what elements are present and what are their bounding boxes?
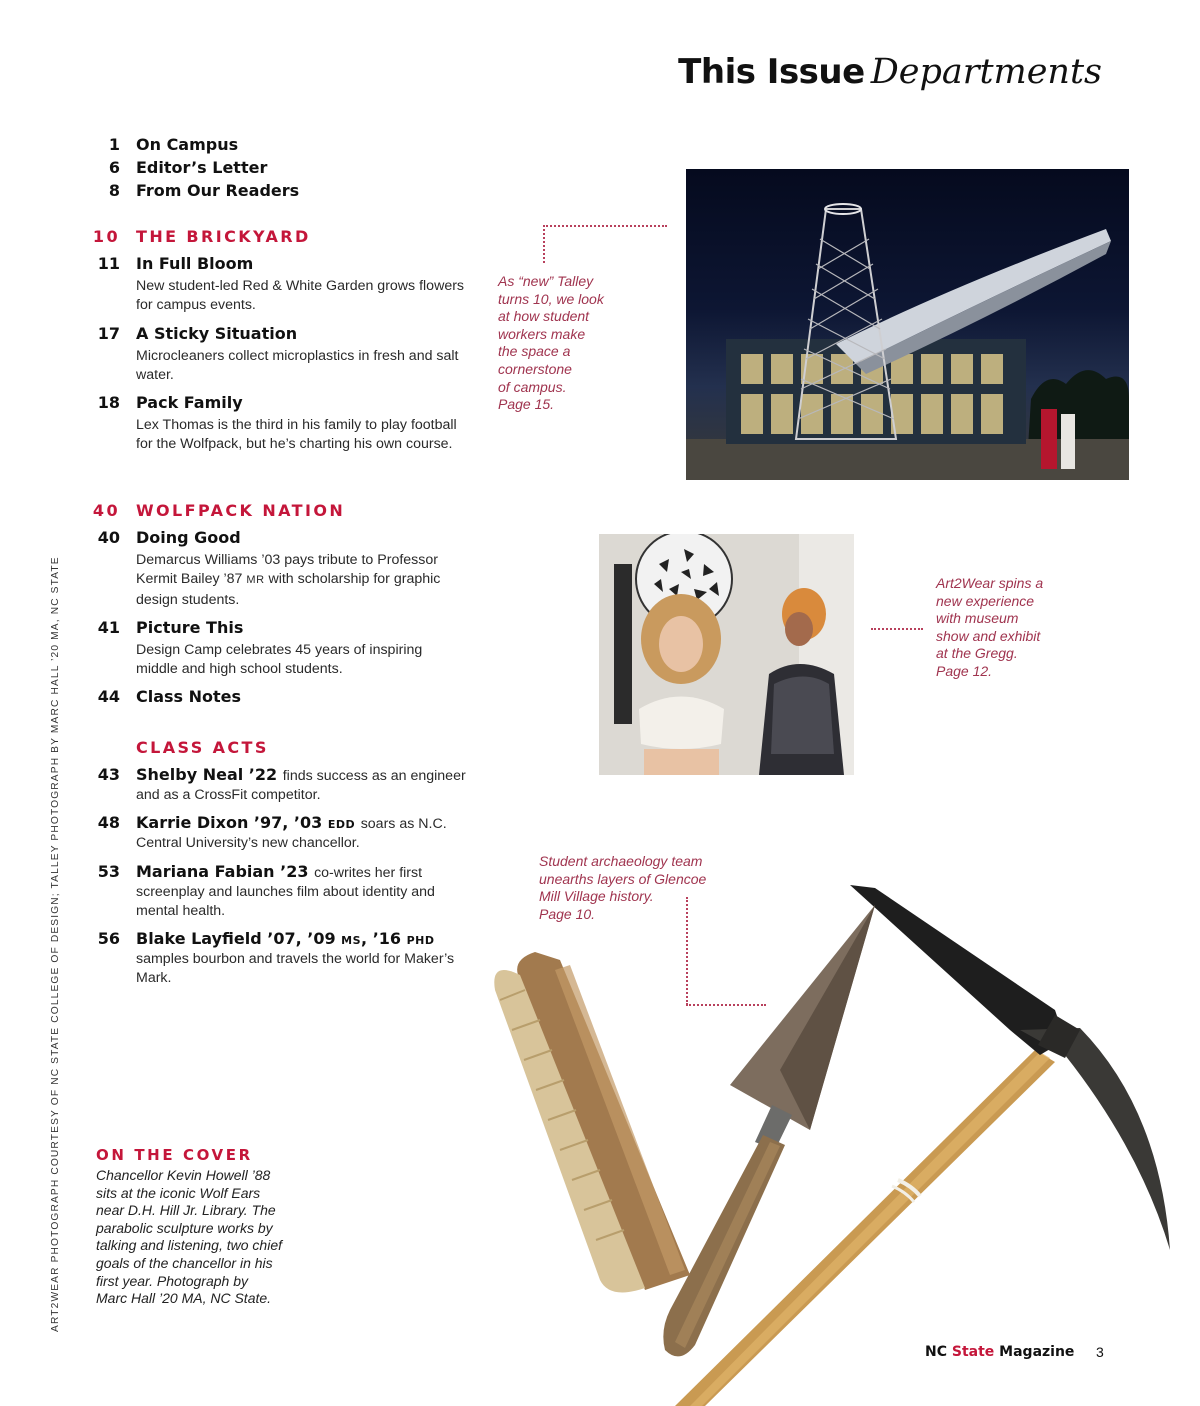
toc-description: Lex Thomas is the third in his family to play football for the Wolfpack, but he’s charting his own course. (136, 417, 457, 453)
alumni-name-cont: , ’16 (361, 929, 402, 949)
page-number: 3 (1096, 1344, 1104, 1360)
toc-page: 8 (108, 181, 120, 200)
caption-connector (543, 225, 667, 227)
toc-title: Doing Good (136, 528, 241, 547)
toc-top (0, 133, 520, 202)
art2wear-photo[interactable] (599, 534, 854, 775)
toc-title: Picture This (136, 617, 244, 637)
caption-connector (543, 225, 545, 263)
header-title-bold: This Issue (678, 52, 865, 92)
toc-title: Editor’s Letter (136, 158, 268, 177)
footer-nc: NC (925, 1344, 947, 1360)
brush-icon (494, 952, 690, 1293)
caption-connector (871, 628, 923, 630)
trowel-icon (663, 905, 875, 1356)
section-heading[interactable] (0, 499, 520, 522)
footer-state: State (951, 1344, 995, 1360)
toc-entry[interactable] (0, 252, 520, 275)
toc-entry[interactable] (0, 156, 520, 179)
toc-description: New student-led Red & White Garden grows flowers for campus events. (136, 278, 465, 314)
cover-label: ON THE COVER (96, 1146, 253, 1164)
toc-description: Central University’s new chancellor. (136, 835, 360, 852)
toc-description: screenplay and launches film about identity and mental health. (136, 883, 435, 919)
toc-title (136, 927, 435, 952)
toc-page: 53 (97, 861, 120, 881)
toc-title (136, 811, 447, 836)
section-brickyard (0, 225, 520, 455)
art2wear-caption: Art2Wear spins a new experience with museum show and exhibit at the Gregg. Page 12. (936, 575, 1044, 679)
inline-text: co-writes her first (314, 864, 423, 881)
toc-page: 48 (97, 813, 120, 833)
toc-entry[interactable] (0, 322, 520, 345)
toc-page: 40 (97, 528, 120, 547)
toc-title: Pack Family (136, 393, 243, 413)
talley-student-union-photo[interactable] (686, 169, 1129, 480)
footer-magazine: Magazine (999, 1344, 1075, 1360)
toc-page: 43 (97, 765, 120, 784)
toc-description: and as a CrossFit competitor. (136, 787, 321, 803)
magazine-footer (925, 1344, 1074, 1360)
desc-text: with scholarship for graphic design students. (136, 571, 441, 608)
degree-abbrev: MS (341, 934, 362, 948)
inline-text: finds success as an engineer (282, 768, 466, 784)
toc-page: 11 (97, 254, 120, 273)
section-label: CLASS ACTS (136, 738, 269, 757)
toc-page: 1 (108, 135, 120, 154)
toc-page: 41 (97, 617, 120, 637)
alumni-name: Mariana Fabian ’23 (136, 861, 309, 881)
degree-abbrev: EDD (327, 818, 356, 832)
toc-page: 56 (97, 929, 120, 949)
section-page: 40 (92, 501, 120, 520)
toc-entry[interactable] (0, 391, 520, 414)
toc-entry[interactable] (0, 685, 520, 708)
toc-description: Microcleaners collect microplastics in fresh and salt water. (136, 347, 459, 383)
section-heading[interactable] (0, 225, 520, 248)
archaeology-tools-illustration (480, 880, 1200, 1406)
toc-entry[interactable] (0, 763, 520, 786)
header-title-italic: Departments (870, 52, 1102, 92)
toc-title: From Our Readers (136, 181, 300, 200)
page-header (678, 52, 1102, 92)
toc-title: In Full Bloom (136, 254, 254, 273)
toc-entry[interactable] (0, 179, 520, 202)
toc-page: 6 (108, 158, 120, 177)
photo-credit: ART2WEAR PHOTOGRAPH COURTESY OF NC STATE COLLEGE OF DESIGN; TALLEY PHOTOGRAPH BY MARC HALL ’20 MA, NC STATE (50, 556, 61, 1332)
pickaxe-icon (675, 885, 1170, 1406)
section-heading (0, 736, 520, 759)
section-label: THE BRICKYARD (136, 227, 311, 246)
toc-title: Class Notes (136, 687, 242, 707)
desc-text: Demarcus Williams ’03 pays tribute to Professor Kermit Bailey ’87 (136, 552, 438, 588)
toc-description: Design Camp celebrates 45 years of inspiring middle and high school students. (136, 641, 423, 678)
alumni-name: Blake Layfield ’07, ’09 (136, 929, 336, 949)
toc-entry[interactable] (0, 133, 520, 156)
cover-description: Chancellor Kevin Howell ’88 sits at the iconic Wolf Ears near D.H. Hill Jr. Library. The parabolic sculpture works by talking and listening, two chief goals of the chancellor in his first year. Photograph by Marc Hall ’20 MA, NC State. (96, 1167, 282, 1307)
talley-building-illustration (686, 169, 1129, 480)
toc-description (136, 551, 466, 610)
toc-entry[interactable] (0, 860, 520, 883)
toc-title (136, 763, 466, 788)
toc-page: 18 (97, 393, 120, 413)
section-class-acts (0, 736, 520, 989)
toc-entry[interactable] (0, 811, 520, 834)
toc-page: 44 (97, 687, 120, 707)
toc-entry[interactable] (0, 927, 520, 950)
toc-entry[interactable] (0, 616, 520, 639)
degree-abbrev: MR (246, 574, 265, 587)
inline-text: soars as N.C. (360, 816, 447, 833)
section-label: WOLFPACK NATION (136, 501, 346, 520)
toc-title: On Campus (136, 135, 239, 154)
toc-description: samples bourbon and travels the world for Maker’s Mark. (136, 951, 455, 987)
alumni-name: Shelby Neal ’22 (136, 765, 278, 784)
toc-title: A Sticky Situation (136, 323, 298, 343)
section-wolfpack-nation (0, 499, 520, 708)
toc-entry[interactable] (0, 526, 520, 549)
art2wear-illustration (599, 534, 854, 775)
archaeology-caption: Student archaeology team unearths layers of Glencoe Mill Village history. Page 10. (539, 853, 707, 922)
talley-caption: As “new” Talley turns 10, we look at how student workers make the space a cornerstone of campus. Page 15. (498, 273, 604, 413)
alumni-name: Karrie Dixon ’97, ’03 (136, 813, 323, 833)
toc-page: 17 (97, 323, 120, 343)
toc-title (136, 860, 422, 885)
section-page: 10 (92, 227, 120, 246)
degree-abbrev: PHD (406, 934, 435, 948)
